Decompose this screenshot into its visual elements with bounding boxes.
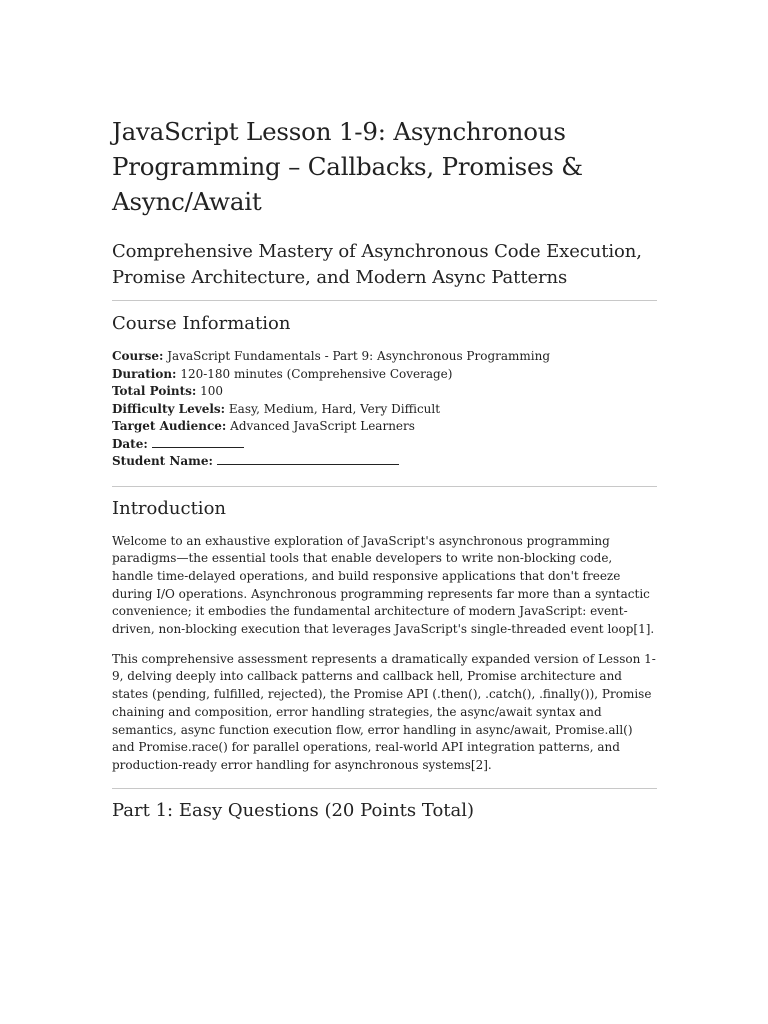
document-subtitle: Comprehensive Mastery of Asynchronous Code Execution, Promise Architecture, and Modern Async Patterns: [112, 241, 642, 288]
course-value: JavaScript Fundamentals - Part 9: Asynchronous Programming: [167, 349, 551, 363]
divider: [112, 788, 657, 789]
student-name-blank-line: [217, 453, 399, 465]
document-title: JavaScript Lesson 1-9: Asynchronous Programming – Callbacks, Promises & Async/Await: [112, 117, 583, 216]
total-points-label: Total Points:: [112, 384, 197, 398]
date-blank-line: [152, 436, 244, 448]
introduction-paragraph: This comprehensive assessment represents a dramatically expanded version of Lesson 1-9, delving deeply into callback patterns and callback hell, Promise architecture and states (pending, fulfilled, rejected), the Promise API (.then(), .catch(), .finally()), Promise chaining and composition, error handling strategies, the async/await syntax and semantics, async function execution flow, error handling in async/await, Promise.all() and Promise.race() for parallel operations, real-world API integration patterns, and production-ready error handling for asynchronous systems[2].: [112, 651, 656, 772]
duration-value: 120-180 minutes (Comprehensive Coverage): [180, 366, 453, 381]
divider: [112, 300, 657, 301]
duration-label: Duration:: [112, 366, 177, 381]
document-content: [112, 114, 657, 823]
audience-value: Advanced JavaScript Learners: [230, 419, 415, 433]
course-row: [112, 348, 657, 366]
total-points-row: [112, 383, 657, 401]
part-1-heading: Part 1: Easy Questions (20 Points Total): [112, 799, 475, 821]
course-information-heading: Course Information: [112, 313, 291, 334]
divider: [112, 486, 657, 487]
course-information-list: [112, 348, 657, 471]
total-points-value: 100: [200, 384, 224, 398]
student-name-row: [112, 453, 657, 471]
audience-label: Target Audience:: [112, 419, 227, 433]
duration-row: [112, 366, 657, 384]
introduction-heading: Introduction: [112, 497, 226, 519]
course-label: Course:: [112, 349, 164, 363]
introduction-paragraph: Welcome to an exhaustive exploration of JavaScript's asynchronous programming paradigms—the essential tools that enable developers to write non-blocking code, handle time-delayed operations, and build responsive applications that don't freeze during I/O operations. Asynchronous programming represents far more than a syntactic convenience; it embodies the fundamental architecture of modern JavaScript: event-driven, non-blocking execution that leverages JavaScript's single-threaded event loop[1].: [112, 533, 655, 637]
difficulty-label: Difficulty Levels:: [112, 401, 226, 416]
audience-row: [112, 418, 657, 436]
date-row: [112, 436, 657, 454]
student-name-label: Student Name:: [112, 454, 213, 468]
difficulty-row: [112, 401, 657, 419]
difficulty-value: Easy, Medium, Hard, Very Difficult: [228, 401, 441, 416]
date-label: Date:: [112, 436, 148, 451]
